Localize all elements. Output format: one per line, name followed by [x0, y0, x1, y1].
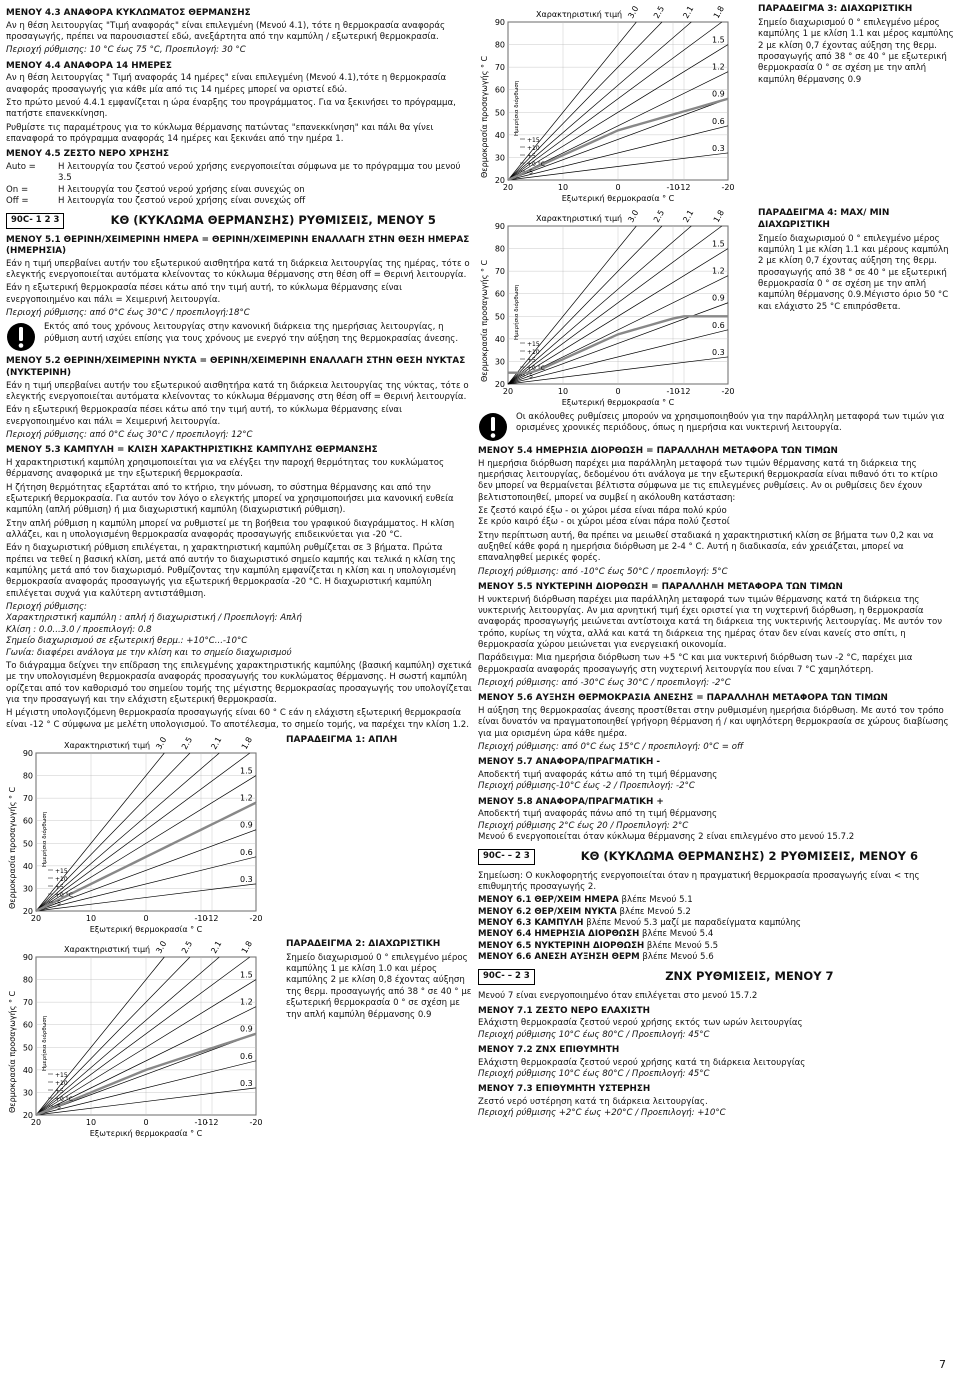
y-tick-label: 20 [494, 380, 505, 389]
correction-label: +10 [527, 349, 540, 356]
correction-label: +10 [55, 875, 68, 883]
warning-note [6, 322, 472, 352]
range-note: Περιοχή ρύθμισης: [6, 602, 87, 613]
y-tick-label: 30 [494, 357, 505, 367]
warning-note [478, 412, 954, 442]
paragraph: Ζεστό νερό υστέρηση κατά τη διάρκεια λειτουργίας. [478, 1097, 708, 1108]
y-tick-label: 90 [494, 222, 505, 231]
example-text: Σημείο διαχωρισμού 0 ° επιλεγμένο μέρος καμπύλη 1 με κλίση 1.1 και μέρους καμπύλη 2 με κλίση 0,7 έχοντας αύξηση της θερμ. προσαγωγής από 38 ° σε 40 ° με εξωτερική θερμοκρασία 0 ° σε σχέση με την απλή καμπύλη θέρμανσης 0.9.Μέγιστο όριο 50 °C και ελάχιστο 25 °C επιπρόσθετα. [758, 233, 949, 312]
paragraph: Το διάγραμμα δείχνει την επίδραση της επιλεγμένης χαρακτηριστικής καμπύλης (βασική καμπύλη) σχετικά με την υπολογισμένη θερμοκρασία αναφοράς προσαγωγής του κυκλώματος θέρμανσης. Η σωστή καμπύλη ορίζεται από τον καθορισμό του σημείου τομής της μέγιστης θερμοκρασίας προσαγωγής του υπολογίζεται για την προσαγωγή και την ελάχιστη εξωτερική θερμοκρασία. [6, 660, 472, 705]
example-3 [478, 4, 954, 204]
x-tick-label: -12 [677, 183, 691, 192]
correction-label: +0 °C [527, 365, 545, 372]
mode-row-auto [6, 162, 472, 185]
menu-6-row-text: βλέπε Μενού 5.3 μαζί με παραδείγματα καμπύλης [583, 917, 801, 928]
menu-4-4-heading: ΜΕΝΟΥ 4.4 ΑΝΑΦΟΡΑ 14 ΗΜΕΡΕΣ [6, 60, 172, 71]
range-note: Χαρακτηριστική καμπύλη : απλή ή διαχωριστική / Προεπιλογή: Απλή [6, 613, 302, 624]
y-tick-label: 20 [22, 1110, 33, 1120]
paragraph: Η μέγιστη υπολογιζόμενη θερμοκρασία προσαγωγής είναι 60 ° C εάν η ελάχιστη εξωτερική θερμοκρασία είναι -12 ° C σύμφωνα με μελέτη υπολογισμού. Το αποτέλεσμα, το σημείο τομής, να παρέχει την κλίση 1.2. [6, 708, 469, 730]
slope-label: 1.5 [240, 766, 253, 776]
slope-label: 3.0 [626, 4, 641, 20]
x-tick-label: 20 [30, 913, 42, 923]
x-tick-label: 0 [143, 1117, 149, 1127]
correction-label: +5 [55, 1087, 64, 1095]
y-tick-label: 50 [22, 1043, 33, 1053]
paragraph: Εάν η εξωτερική θερμοκρασία πέσει κάτω από την τιμή αυτή, το κύκλωμα θέρμανσης είναι ενεργοποιημένο και πάλι = Χειμερινή λειτουργία. [6, 405, 402, 427]
y-tick-label: 30 [22, 1088, 33, 1098]
paragraph: Στην περίπτωση αυτή, θα πρέπει να μειωθεί σταδιακά η χαρακτηριστική κλίση σε βήματα των 0,2 και να αυξηθεί κάθε φορά η ημερήσια διόρθωση με 2-4 ° C. Αυτή η διαδικασία, εάν χρειάζεται, μπορεί να επαναληφθεί μερικές φορές. [478, 530, 934, 564]
slope-label: 1.2 [712, 62, 725, 72]
range-note: Περιοχή ρύθμισης: από -10°C έως 50°C / προεπιλογή: 5°C [478, 566, 728, 577]
correction-label: +10 [55, 1079, 68, 1087]
paragraph: Ελάχιστη θερμοκρασία ζεστού νερού χρήσης κατά τη διάρκεια λειτουργίας [478, 1057, 806, 1068]
paragraph: Μενού 6 ενεργοποιείται όταν κύκλωμα θέρμανσης 2 είναι επιλεγμένο στο μενού 15.7.2 [478, 831, 855, 842]
slope-label: 3.0 [154, 939, 169, 955]
paragraph: Αν η θέση λειτουργίας "Τιμή αναφοράς" είναι επιλεγμένη (Μενού 4.1), τότε η θερμοκρασία αναφοράς προσαγωγής, πρέπει να παρουσιαστεί εδώ, ανεξάρτητα από την καμπύλη / εξωτερική θερμοκρασία. [6, 20, 446, 42]
y-tick-label: 80 [22, 975, 33, 985]
slope-label: 0.6 [712, 320, 725, 330]
menu-5-8-heading: ΜΕΝΟΥ 5.8 ΑΝΑΦΟΡΑ/ΠΡΑΓΜΑΤΙΚΗ + [478, 796, 664, 807]
menu-6-row-heading: ΜΕΝΟΥ 6.4 ΗΜΕΡΗΣΙΑ ΔΙΟΡΘΩΣΗ [478, 929, 640, 940]
chart-title: Χαρακτηριστική τιμή [536, 214, 623, 223]
left-column [6, 4, 472, 1143]
y-tick-label: 90 [22, 748, 33, 758]
mode-key: Off = [6, 195, 29, 206]
example-title: ΠΑΡΑΔΕΙΓΜΑ 4: MAX/ MIN ΔΙΑΧΩΡΙΣΤΙΚΗ [758, 208, 890, 230]
chart-title: Χαρακτηριστική τιμή [64, 740, 151, 750]
y-axis-label: Θερμοκρασία προσαγωγής ° C [8, 786, 17, 909]
correction-label: +5 [527, 357, 536, 364]
slope-line [36, 753, 250, 911]
menu-4-5-heading: ΜΕΝΟΥ 4.5 ΖΕΣΤΟ ΝΕΡΟ ΧΡΗΣΗΣ [6, 149, 169, 160]
correction-label: +15 [55, 867, 68, 875]
mode-row-off [6, 196, 472, 207]
slope-label: 0.3 [712, 143, 725, 153]
paragraph: Εάν η τιμή υπερβαίνει αυτήν του εξωτερικού αισθητήρα κατά τη διάρκεια λειτουργίας της ημέρας, τότε ο ελεγκτής ενεργοποιείται αυτόματα κλείνοντας το κύκλωμα θέρμανσης στη θέση off = Θερινή λειτουργία. [6, 258, 470, 281]
x-tick-label: -10 [194, 913, 208, 923]
slope-label: 1.2 [240, 997, 253, 1007]
range-note: Περιοχή ρύθμισης: από -30°C έως 30°C / προεπιλογή: -2°C [478, 678, 731, 689]
mode-value: Η λειτουργία του ζεστού νερού χρήσης είναι συνεχώς on [58, 184, 305, 195]
x-tick-label: -20 [721, 387, 735, 396]
correction-label: +0 °C [55, 1095, 73, 1103]
paragraph: Αποδεκτή τιμή αναφοράς πάνω από τη τιμή θέρμανσης [478, 809, 718, 820]
example-title: ΠΑΡΑΔΕΙΓΜΑ 2: ΔΙΑΧΩΡΙΣΤΙΚΗ [286, 938, 441, 949]
banner-title: ΚΘ (ΚΥΚΛΩΜΑ ΘΕΡΜΑΝΣΗΣ) 2 ΡΥΘΜΙΣΕΙΣ, ΜΕΝΟΥ 6 [580, 849, 918, 864]
y-tick-label: 90 [494, 18, 505, 27]
menu-6-row-heading: ΜΕΝΟΥ 6.6 ΑΝΕΣΗ ΑΥΞΗΣΗ ΘΕΡΜ [478, 951, 640, 962]
paragraph: Αν η θέση λειτουργίας " Τιμή αναφοράς 14 ημέρες" είναι επιλεγμένη (Μενού 4.1),τότε η θερμοκρασία αναφοράς προσαγωγής για κάθε μία από τις 14 ημέρες μπορεί να οριστεί εδώ. [6, 73, 447, 95]
slope-line [508, 226, 722, 384]
correction-label: -5 [527, 169, 533, 176]
y-tick-label: 90 [22, 952, 33, 962]
paragraph: Σημείωση: Ο κυκλοφορητής ενεργοποιείται όταν η πραγματική θερμοκρασία προσαγωγής είναι < της επιθυμητής προσαγωγής 2. [478, 870, 920, 892]
paragraph: Εάν η τιμή υπερβαίνει αυτήν του εξωτερικού αισθητήρα κατά τη διάρκεια λειτουργίας της νύκτας, τότε ο ελεγκτής ενεργοποιείται αυτόματα κλείνοντας το κύκλωμα θέρμανσης στη θέση off = Θερινή λειτουργία. [6, 380, 469, 403]
slope-line [36, 957, 250, 1115]
range-note: Περιοχή ρύθμισης-10°C έως -2 / Προεπιλογή: -2°C [478, 781, 695, 792]
range-note: Περιοχή ρύθμισης +2°C έως +20°C / Προεπιλογή: +10°C [478, 1108, 726, 1119]
slope-label: 1.8 [711, 4, 726, 20]
menu-5-5-heading: ΜΕΝΟΥ 5.5 ΝΥΚΤΕΡΙΝΗ ΔΙΟΡΘΩΣΗ = ΠΑΡΑΛΛΗΛΗ ΜΕΤΑΦΟΡΑ ΤΩΝ ΤΙΜΩΝ [478, 582, 843, 593]
menu-6-row-text: βλέπε Μενού 5.4 [639, 929, 714, 940]
slope-label: 1.8 [239, 939, 254, 955]
range-note: Περιοχή ρύθμισης: από 0°C έως 30°C / προεπιλογή:18°C [6, 308, 250, 319]
paragraph: Στο πρώτο μενού 4.4.1 εμφανίζεται η ώρα έναρξης του προγράμματος. Για να ξεκινήσει το πρόγραμμα, πατήστε επανεκκίνηση. [6, 97, 456, 120]
correction-axis-label: Ημερήσια διόρθωση [514, 284, 520, 340]
correction-axis-label: Ημερήσια διόρθωση [42, 1015, 48, 1071]
x-tick-label: 20 [502, 183, 514, 192]
warning-icon [478, 412, 508, 442]
paragraph: Η χαρακτηριστική καμπύλη χρησιμοποιείται για να ελέγξει την παροχή θερμότητας του κυκλώματος θέρμανσης αναφορικά με την εξωτερική θερμοκρασία. [6, 458, 445, 480]
example-title: ΠΑΡΑΔΕΙΓΜΑ 1: ΑΠΛΗ [286, 734, 398, 745]
correction-label: +15 [55, 1071, 68, 1079]
paragraph: Εάν η διαχωριστική ρύθμιση επιλέγεται, η χαρακτηριστική καμπύλη ρυθμίζεται σε 3 βήματα. Πρώτα πρέπει να τεθεί η βασική κλίση, μετά από αυτήν το διαχωριστικό σημείο καμπής και τελικά η κλίση της καμπύλης μετά από τον διαχωρισμό. Ρυθμίζοντας την καμπύλη εμφανίζεται η κλίση και η υπολογισμένη θερμοκρασία αναφοράς προσαγωγής για εξωτερική θερμοκρασία -20 °C. Η διαχωριστική καμπύλη επιλέγεται συχνά για καλύτερη αντιστάθμιση. [6, 543, 456, 599]
slope-label: 1.8 [239, 735, 254, 751]
slope-label: 2.5 [179, 939, 195, 955]
menu-6-row-heading: ΜΕΝΟΥ 6.3 ΚΑΜΠΥΛΗ [478, 917, 584, 928]
slope-label: 1.5 [712, 239, 725, 249]
paragraph: Η ημερήσια διόρθωση παρέχει μια παράλληλη μεταφορά των τιμών θέρμανσης κατά τη διάρκεια της ημερήσιας λειτουργίας, δεδομένου ότι ανάλογα με την εξωτερική θερμοκρασία είναι πιθανό ότι το κτίριο δεν μπορεί να θερμαίνεται βέλτιστα σύμφωνα με τις επιλεγμένες ρυθμίσεις. Αν οι ρυθμίσεις δεν έχουν βελτιστοποιηθεί, μπορεί να συμβεί η ακόλουθη κατάσταση: [478, 458, 938, 503]
range-note: Περιοχή ρύθμισης: 10 °C έως 75 °C, Προεπιλογή: 30 °C [6, 45, 246, 56]
y-tick-label: 40 [22, 861, 33, 871]
menu-6-row [478, 941, 954, 952]
correction-label: -5 [527, 373, 533, 380]
range-note: Περιοχή ρύθμισης: από 0°C έως 30°C / προεπιλογή: 12°C [6, 430, 253, 441]
y-tick-label: 50 [494, 312, 505, 322]
slope-label: 0.9 [712, 293, 725, 303]
x-tick-label: 20 [502, 387, 514, 396]
menu-5-4-heading: ΜΕΝΟΥ 5.4 ΗΜΕΡΗΣΙΑ ΔΙΟΡΘΩΣΗ = ΠΑΡΑΛΛΗΛΗ ΜΕΤΑΦΟΡΑ ΤΩΝ ΤΙΜΩΝ [478, 446, 838, 456]
slope-label: 2.5 [179, 735, 195, 751]
paragraph: Ρυθμίστε τις παραμέτρους για το κύκλωμα θέρμανσης πατώντας "επανεκκίνηση" και πάλι θα γίνει επαναφορά το πρόγραμμα αναφοράς 14 ημέρες και ξεκινάει από την ημέρα 1. [6, 122, 434, 144]
menu-7-2-heading: ΜΕΝΟΥ 7.2 ΖΝΧ ΕΠΙΘΥΜΗΤΗ [478, 1045, 620, 1056]
slope-label: 1.5 [240, 970, 253, 980]
slope-label: 2.1 [209, 939, 224, 955]
paragraph: Μενού 7 είναι ενεργοποιημένο όταν επιλέγεται στο μενού 15.7.2 [478, 990, 758, 1001]
menu-7-3-heading: ΜΕΝΟΥ 7.3 ΕΠΙΘΥΜΗΤΗ ΥΣΤΕΡΗΣΗ [478, 1084, 651, 1095]
example-1 [6, 735, 472, 935]
mode-key: Auto = [6, 161, 36, 172]
y-tick-label: 70 [494, 267, 505, 277]
x-axis-label: Εξωτερική θερμοκρασία ° C [561, 398, 675, 407]
menu-5-2-heading: ΜΕΝΟΥ 5.2 ΘΕΡΙΝΗ/ΧΕΙΜΕΡΙΝΗ ΝΥΚΤΑ = ΘΕΡΙΝΗ/ΧΕΙΜΕΡΙΝΗ ΕΝΑΛΛΑΓΗ ΣΤΗΝ ΘΕΣΗ ΝΥΚΤΑΣ (ΝΥΚΤΕΡΙΝΗ) [6, 356, 466, 379]
y-tick-label: 70 [22, 998, 33, 1008]
range-note: Σημείο διαχωρισμού σε εξωτερική θερμ.: +10°C...-10°C [6, 636, 248, 647]
x-tick-label: 0 [615, 183, 621, 192]
slope-label: 0.3 [712, 347, 725, 357]
menu-6-row [478, 895, 954, 906]
x-tick-label: -10 [666, 183, 680, 192]
chart-title: Χαρακτηριστική τιμή [536, 10, 623, 19]
correction-label: +0 °C [527, 161, 545, 168]
y-tick-label: 20 [22, 906, 33, 916]
controller-code: 90C- – 2 3 [478, 849, 535, 864]
menu-6-row-text: βλέπε Μενού 5.2 [616, 906, 691, 917]
y-tick-label: 60 [22, 1020, 33, 1030]
y-axis-label: Θερμοκρασία προσαγωγής ° C [8, 990, 17, 1113]
range-note: Περιοχή ρύθμισης: από 0°C έως 15°C / προεπιλογή: 0°C = off [478, 742, 744, 753]
x-tick-label: -12 [205, 1117, 219, 1127]
correction-label: +15 [527, 137, 540, 144]
menu-6-row [478, 907, 954, 918]
correction-axis-label: Ημερήσια διόρθωση [514, 80, 520, 136]
menu-6-row-text: βλέπε Μενού 5.6 [639, 951, 714, 962]
paragraph: Η ζήτηση θερμότητας εξαρτάται από το κτήριο, την μόνωση, το σύστημα θέρμανσης και από την εξωτερική θερμοκρασία. Για αυτόν τον λόγο ο ελεγκτής μπορεί να χρησιμοποιήσει μια κανονική ευθεία καμπύλη (απλή ρύθμιση) ή μια διαχωριστική καμπύλη (διαχωριστική ρύθμιση). [6, 482, 454, 516]
correction-label: +0 °C [55, 891, 73, 899]
x-tick-label: 10 [557, 387, 569, 396]
mode-value: Η λειτουργία του ζεστού νερού χρήσης είναι συνεχώς off [58, 195, 306, 206]
paragraph: Αποδεκτή τιμή αναφοράς κάτω από τη τιμή θέρμανσης [478, 770, 718, 780]
slope-label: 0.9 [240, 820, 253, 830]
example-4 [478, 208, 954, 408]
paragraph: Στην απλή ρύθμιση η καμπύλη μπορεί να ρυθμιστεί με τη βοήθεια του γραφικού διαγράμματος. Η κλίση αλλάζει, και η υπολογισμένη θερμοκρασία αναφοράς προσαγωγής επιδεικνύεται για -20 °C. [6, 518, 455, 541]
menu-6-row-heading: ΜΕΝΟΥ 6.2 ΘΕΡ/ΧΕΙΜ ΝΥΚΤΑ [478, 906, 617, 917]
menu-6-row-heading: ΜΕΝΟΥ 6.1 ΘΕΡ/ΧΕΙΜ ΗΜΕΡΑ [478, 895, 619, 906]
section-banner-menu-6 [478, 849, 954, 864]
slope-label: 1.5 [712, 35, 725, 45]
mode-value: Η λειτουργία του ζεστού νερού χρήσης ενεργοποιείται σύμφωνα με το πρόγραμμα του μενού 3.5 [58, 161, 461, 184]
y-tick-label: 30 [494, 153, 505, 163]
x-tick-label: 0 [143, 913, 149, 923]
paragraph: Η αύξηση της θερμοκρασίας άνεσης προστίθεται στην ρυθμισμένη ημερήσια διόρθωση. Με αυτό τον τρόπο είναι δυνατόν να πραγματοποιηθεί γρήγορη θέρμανση ή / και υψηλότερη θερμοκρασία σε χώρους διαβίωσης για μια ορισμένη ώρα κάθε ημέρα. [478, 706, 949, 739]
correction-label: -5 [55, 1103, 61, 1111]
y-tick-label: 50 [22, 839, 33, 849]
heating-curve-chart-4 [478, 208, 748, 408]
paragraph: Εάν η εξωτερική θερμοκρασία πέσει κάτω από την τιμή αυτή, το κύκλωμα θέρμανσης είναι ενεργοποιημένο και πάλι = Χειμερινή λειτουργία. [6, 283, 402, 305]
slope-label: 3.0 [154, 735, 169, 751]
range-note: Περιοχή ρύθμισης 10°C έως 80°C / Προεπιλογή: 45°C [478, 1069, 710, 1080]
x-tick-label: -12 [677, 387, 691, 396]
x-axis-label: Εξωτερική θερμοκρασία ° C [89, 1128, 203, 1138]
slope-label: 2.1 [209, 735, 224, 751]
menu-7-1-heading: ΜΕΝΟΥ 7.1 ΖΕΣΤΟ ΝΕΡΟ ΕΛΑΧΙΣΤΗ [478, 1005, 651, 1016]
correction-axis-label: Ημερήσια διόρθωση [42, 811, 48, 867]
x-tick-label: -20 [721, 183, 735, 192]
mode-row-on [6, 185, 472, 196]
warning-text: Εκτός από τους χρόνους λειτουργίας στην κανονική διάρκεια της ημερήσιας λειτουργίας, η ρύθμιση αυτή ισχύει επίσης για τους χρόνους με ενεργό την αύξηση της θερμοκρασίας άνεσης. [44, 322, 459, 344]
menu-4-3-heading: ΜΕΝΟΥ 4.3 ΑΝΑΦΟΡΑ ΚΥΚΛΩΜΑΤΟΣ ΘΕΡΜΑΝΣΗΣ [6, 8, 251, 18]
y-tick-label: 60 [494, 85, 505, 95]
menu-6-row [478, 929, 954, 940]
y-tick-label: 40 [494, 130, 505, 140]
x-tick-label: -10 [194, 1117, 208, 1127]
menu-5-3-heading: ΜΕΝΟΥ 5.3 ΚΑΜΠΥΛΗ = ΚΛΙΣΗ ΧΑΡΑΚΤΗΡΙΣΤΙΚΗΣ ΚΑΜΠΥΛΗΣ ΘΕΡΜΑΝΣΗΣ [6, 445, 378, 456]
y-tick-label: 40 [22, 1065, 33, 1075]
x-tick-label: 10 [85, 913, 97, 923]
slope-label: 1.2 [240, 793, 253, 803]
y-tick-label: 80 [494, 244, 505, 254]
slope-label: 0.9 [712, 89, 725, 99]
y-tick-label: 60 [22, 816, 33, 826]
slope-label: 0.3 [240, 874, 253, 884]
correction-label: +15 [527, 341, 540, 348]
y-tick-label: 80 [494, 40, 505, 50]
x-tick-label: 0 [615, 387, 621, 396]
slope-label: 0.9 [240, 1024, 253, 1034]
mode-key: On = [6, 184, 29, 195]
y-tick-label: 70 [494, 63, 505, 73]
x-axis-label: Εξωτερική θερμοκρασία ° C [89, 924, 203, 934]
menu-6-row-text: βλέπε Μενού 5.1 [618, 895, 693, 906]
slope-label: 2.5 [651, 4, 667, 20]
x-tick-label: 10 [85, 1117, 97, 1127]
slope-label: 0.6 [712, 116, 725, 126]
y-tick-label: 40 [494, 334, 505, 344]
controller-code: 90C- – 2 3 [478, 969, 535, 984]
correction-label: +5 [55, 883, 64, 891]
range-note: Περιοχή ρύθμισης 10°C έως 80°C / Προεπιλογή: 45°C [478, 1029, 710, 1040]
x-axis-label: Εξωτερική θερμοκρασία ° C [561, 194, 675, 203]
correction-label: +5 [527, 153, 536, 160]
heating-curve-chart-1 [6, 735, 276, 935]
slope-label: 1.2 [712, 266, 725, 276]
x-tick-label: 20 [30, 1117, 42, 1127]
menu-5-7-heading: ΜΕΝΟΥ 5.7 ΑΝΑΦΟΡΑ/ΠΡΑΓΜΑΤΙΚΗ - [478, 757, 661, 768]
paragraph: Παράδειγμα: Μια ημερήσια διόρθωση των +5 °C και μια νυκτερινή διόρθωση των -2 °C, παρέχει μια θερμοκρασία αναφοράς προσαγωγής στη νυχτερινή λειτουργία που είναι 7 °C χαμηλότερη. [478, 653, 913, 675]
y-tick-label: 60 [494, 289, 505, 299]
correction-label: -5 [55, 899, 61, 907]
x-tick-label: -20 [249, 1117, 263, 1127]
warning-text: Οι ακόλουθες ρυθμίσεις μπορούν να χρησιμοποιηθούν για την παράλληλη μεταφορά των τιμών για ορισμένες χρονικές περιόδους, όπως η ημερήσια και νυκτερινή λειτουργία. [516, 412, 945, 434]
menu-6-row [478, 952, 954, 963]
page-number: 7 [939, 1358, 946, 1372]
banner-title: ΖΝΧ ΡΥΘΜΙΣΕΙΣ, ΜΕΝΟΥ 7 [665, 969, 834, 983]
x-tick-label: -10 [666, 387, 680, 396]
y-tick-label: 50 [494, 108, 505, 118]
slope-label: 1.8 [711, 208, 726, 224]
heating-curve-chart-2 [6, 939, 276, 1139]
slope-label: 2.1 [681, 208, 696, 224]
slope-label: 2.5 [651, 208, 667, 224]
menu-6-row-heading: ΜΕΝΟΥ 6.5 ΝΥΚΤΕΡΙΝΗ ΔΙΟΡΘΩΣΗ [478, 940, 645, 951]
example-text: Σημείο διαχωρισμού 0 ° επιλεγμένο μέρος καμπύλης 1 με κλίση 1.0 και μέρος καμπύλης 2 με κλίση 0,8 έχοντας αύξηση της θερμ. προσαγωγής από 38 ° σε 40 ° με εξωτερική θερμοκρασία 0 ° σε σχέση με την απλή καμπύλη θέρμανσης 0.9 [286, 952, 472, 1020]
slope-label: 0.3 [240, 1078, 253, 1088]
x-tick-label: 10 [557, 183, 569, 192]
paragraph: Η νυκτερινή διόρθωση παρέχει μια παράλληλη μεταφορά των τιμών θέρμανσης κατά τη διάρκεια της νυκτερινής λειτουργίας. Αν μια αρνητική τιμή έχει οριστεί για τη νυχτερινή διόρθωση, η θερμοκρασία αναφοράς προσαγωγής μειώνεται αντίστοιχα κατά τη διάρκεια της νυκτερινής λειτουργίας. Με αυτόν τον τρόπο, κυρίως τη νύχτα, αλλά και κατά τη διάρκεια της ημέρας όταν δεν είναι κανείς στο σπίτι, η θερμοκρασία χώρου μειώνεται για ενεργειακή οικονομία. [478, 594, 943, 651]
range-note: Γωνία: διαφέρει ανάλογα με την κλίση και το σημείο διαχωρισμού [6, 647, 292, 658]
menu-6-row-text: βλέπε Μενού 5.5 [644, 940, 719, 951]
example-title: ΠΑΡΑΔΕΙΓΜΑ 3: ΔΙΑΧΩΡΙΣΤΙΚΗ [758, 4, 913, 14]
y-tick-label: 80 [22, 771, 33, 781]
section-banner-menu-5 [6, 213, 472, 228]
banner-title: ΚΘ (ΚΥΚΛΩΜΑ ΘΕΡΜΑΝΣΗΣ) ΡΥΘΜΙΣΕΙΣ, ΜΕΝΟΥ 5 [110, 213, 436, 227]
example-text: Σημείο διαχωρισμού 0 ° επιλεγμένο μέρος καμπύλης 1 με κλίση 1.1 και μέρος καμπύλης 2 με κλίση 0,7 έχοντας αύξηση της θερμ. προσαγωγής από 38 ° σε 40 ° με εξωτερική θερμοκρασία 0 ° σε σχέση με την απλή καμπύλη θέρμανσης 0.9 [758, 17, 954, 85]
warning-icon [6, 322, 36, 352]
paragraph: Σε κρύο καιρό έξω - οι χώροι μέσα είναι πάρα πολύ ζεστοί [478, 517, 730, 528]
y-tick-label: 70 [22, 794, 33, 804]
x-tick-label: -20 [249, 913, 263, 923]
slope-label: 0.6 [240, 847, 253, 857]
y-axis-label: Θερμοκρασία προσαγωγής ° C [480, 55, 489, 178]
example-2 [6, 939, 472, 1139]
menu-5-6-heading: ΜΕΝΟΥ 5.6 ΑΥΞΗΣΗ ΘΕΡΜΟΚΡΑΣΙΑ ΑΝΕΣΗΣ = ΠΑΡΑΛΛΗΛΗ ΜΕΤΑΦΟΡΑ ΤΩΝ ΤΙΜΩΝ [478, 693, 888, 704]
range-note: Κλίση : 0.0...3.0 / προεπιλογή: 0.8 [6, 624, 152, 635]
x-tick-label: -12 [205, 913, 219, 923]
heating-curve-chart-3 [478, 4, 748, 204]
paragraph: Σε ζεστό καιρό έξω - οι χώροι μέσα είναι πάρα πολύ κρύο [478, 505, 727, 516]
menu-6-row [478, 918, 954, 929]
menu-5-1-heading: ΜΕΝΟΥ 5.1 ΘΕΡΙΝΗ/ΧΕΙΜΕΡΙΝΗ ΗΜΕΡΑ = ΘΕΡΙΝΗ/ΧΕΙΜΕΡΙΝΗ ΕΝΑΛΛΑΓΗ ΣΤΗΝ ΘΕΣΗ ΗΜΕΡΑΣ (ΗΜΕΡΗΣΙΑ) [6, 234, 470, 257]
slope-label: 0.6 [240, 1051, 253, 1061]
slope-line [508, 22, 722, 180]
chart-title: Χαρακτηριστική τιμή [64, 944, 151, 954]
y-tick-label: 30 [22, 884, 33, 894]
correction-label: +10 [527, 145, 540, 152]
slope-label: 2.1 [681, 4, 696, 20]
y-tick-label: 20 [494, 176, 505, 185]
paragraph: Ελάχιστη θερμοκρασία ζεστού νερού χρήσης εκτός των ωρών λειτουργίας [478, 1018, 803, 1029]
right-column [478, 4, 954, 1120]
range-note: Περιοχή ρύθμισης 2°C έως 20 / Προεπιλογή: 2°C [478, 820, 689, 831]
slope-label: 3.0 [626, 208, 641, 224]
section-banner-menu-7 [478, 969, 954, 984]
controller-code: 90C- 1 2 3 [6, 213, 64, 228]
y-axis-label: Θερμοκρασία προσαγωγής ° C [480, 259, 489, 382]
